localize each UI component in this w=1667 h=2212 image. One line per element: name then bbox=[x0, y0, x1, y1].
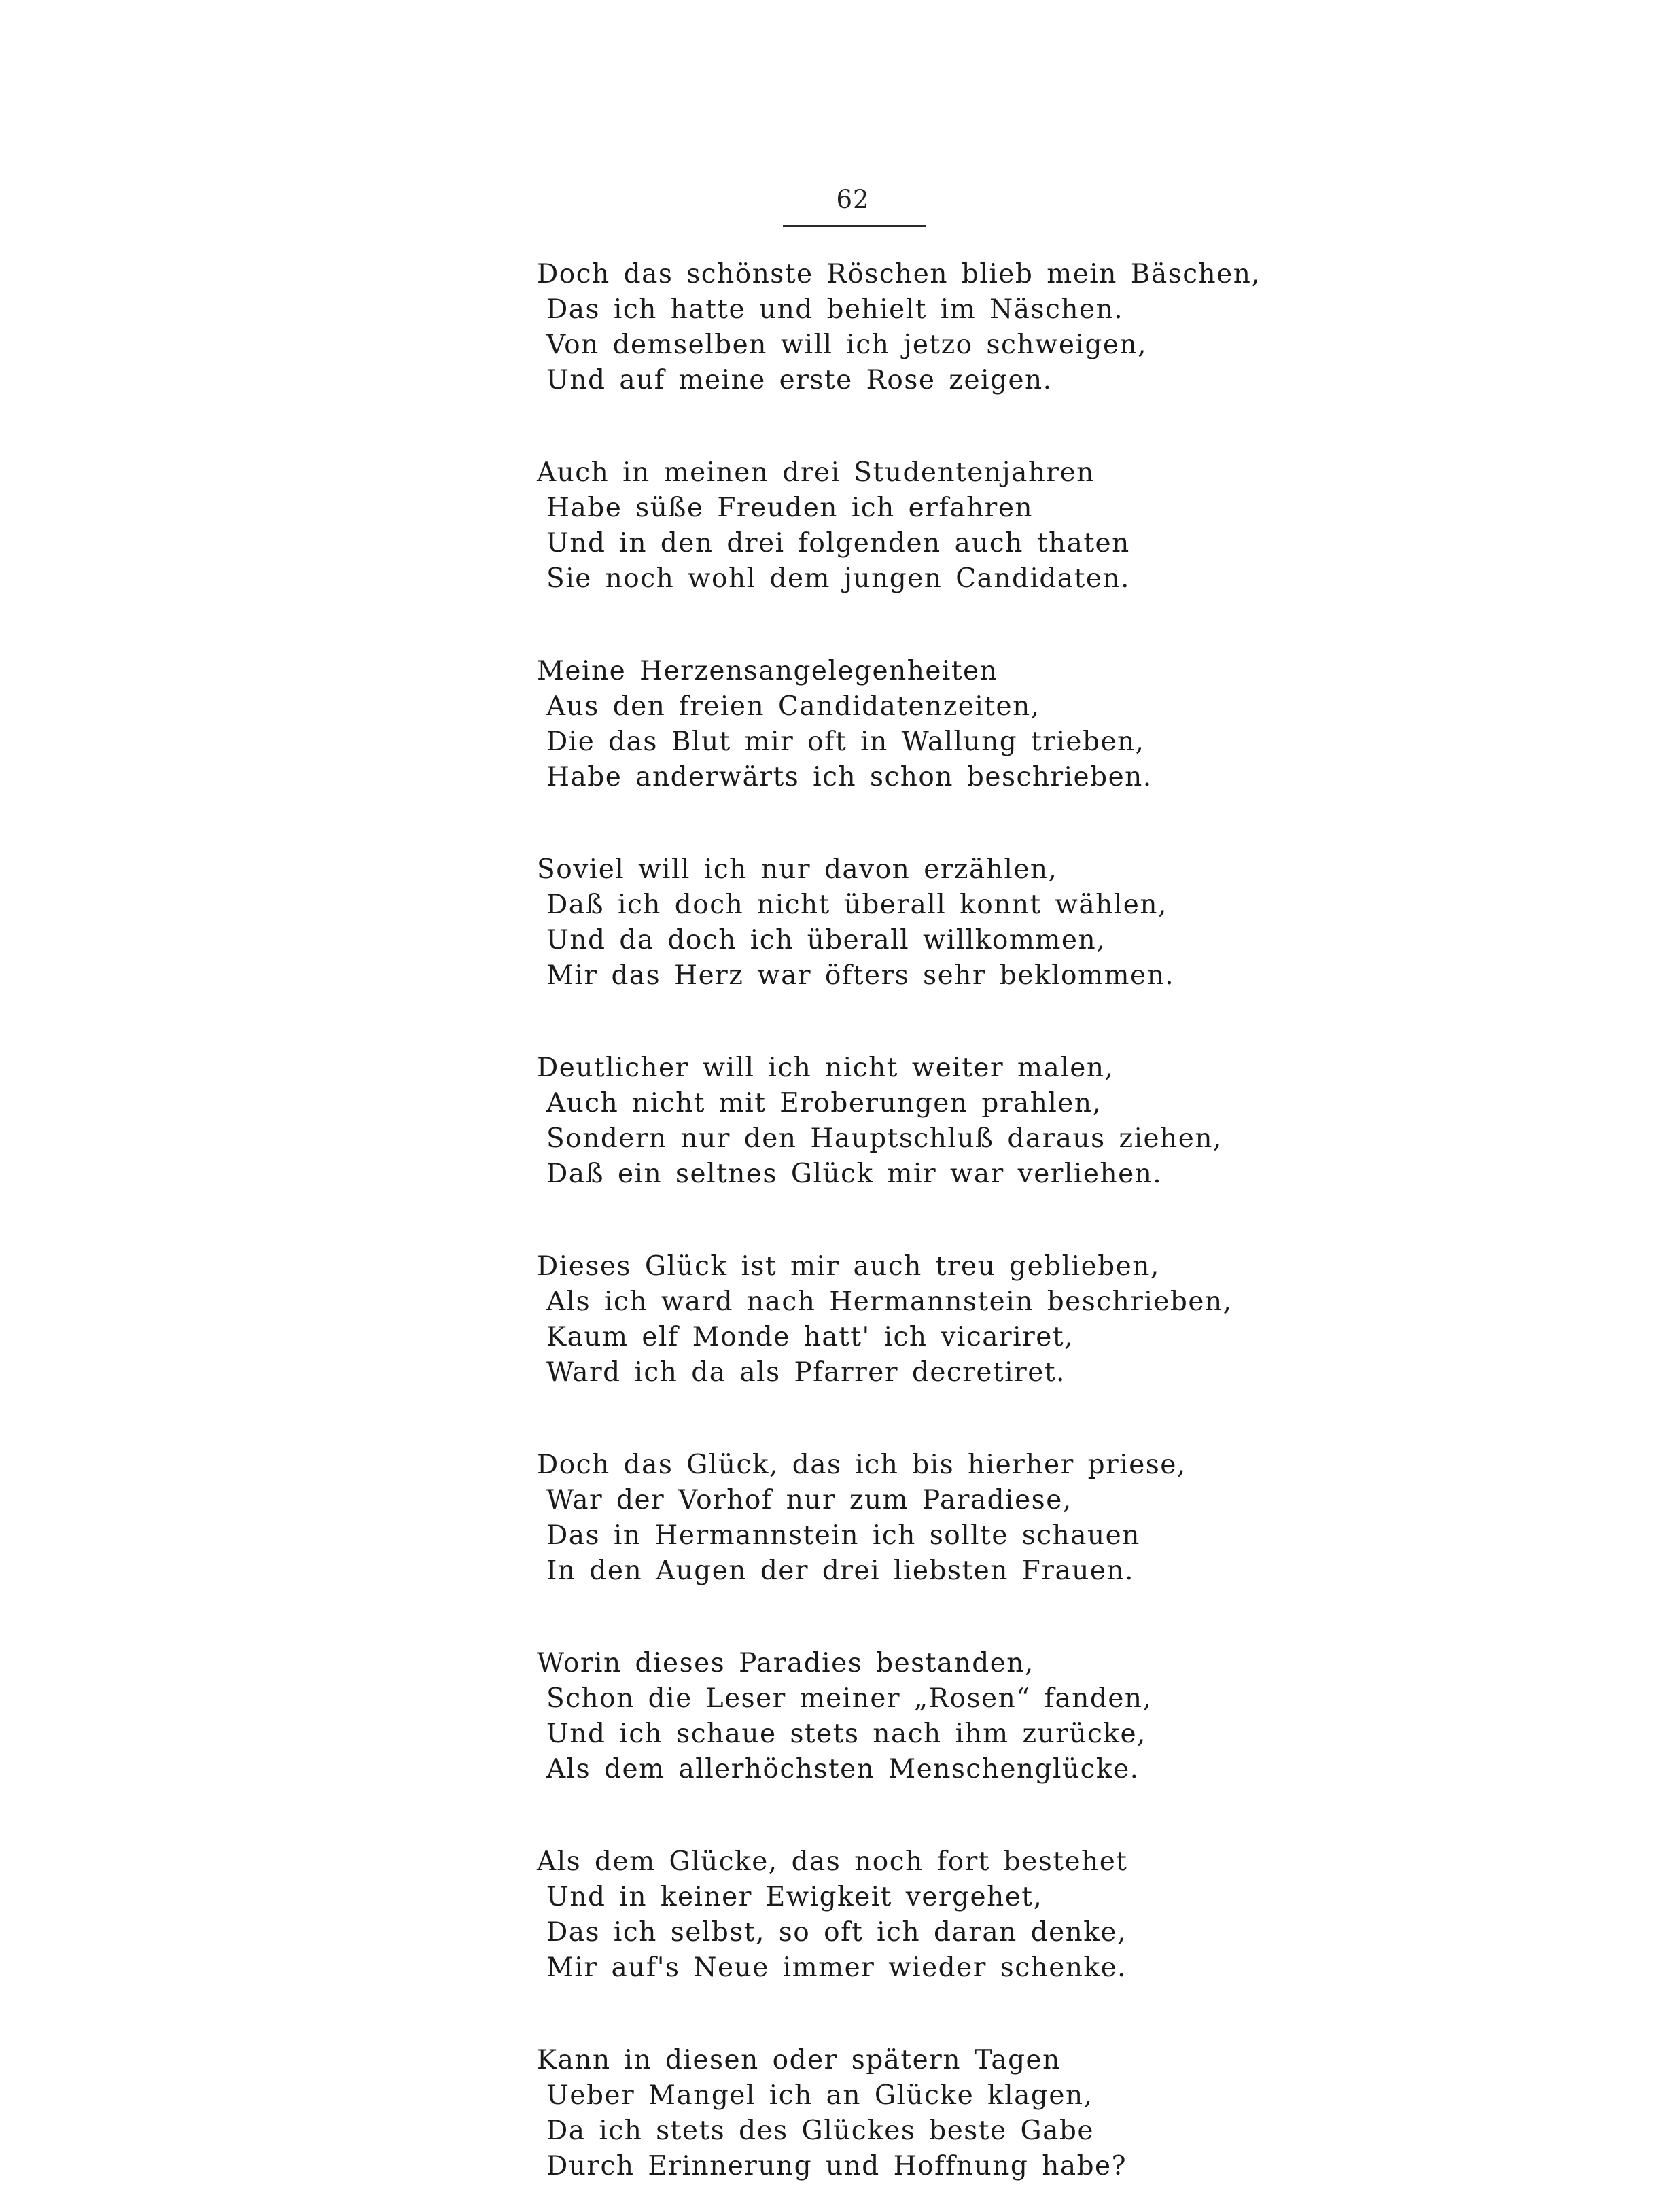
poem-line: Deutlicher will ich nicht weiter malen, bbox=[537, 1053, 1115, 1083]
poem-line: Mir das Herz war öfters sehr beklommen. bbox=[546, 960, 1175, 991]
stanza-10 bbox=[537, 2043, 1556, 2184]
poem-line: Meine Herzensangelegenheiten bbox=[537, 656, 998, 686]
poem-line: Sondern nur den Hauptschluß daraus ziehen, bbox=[546, 1123, 1223, 1154]
stanza-7 bbox=[537, 1447, 1556, 1589]
poem-line: Aus den freien Candidatenzeiten, bbox=[546, 691, 1040, 722]
poem-line: Doch das schönste Röschen blieb mein Bäschen, bbox=[537, 259, 1261, 289]
poem-line: Und in den drei folgenden auch thaten bbox=[546, 528, 1130, 559]
poem bbox=[537, 257, 1556, 2184]
poem-line: Soviel will ich nur davon erzählen, bbox=[537, 854, 1058, 885]
poem-line: Daß ich doch nicht überall konnt wählen, bbox=[546, 890, 1168, 920]
poem-line: Und in keiner Ewigkeit vergehet, bbox=[546, 1882, 1043, 1912]
poem-line: Habe süße Freuden ich erfahren bbox=[546, 493, 1034, 523]
poem-line: Worin dieses Paradies bestanden, bbox=[537, 1648, 1034, 1679]
stanza-6 bbox=[537, 1249, 1556, 1390]
poem-line: Als ich ward nach Hermannstein beschrieben, bbox=[546, 1286, 1233, 1317]
poem-line: Und ich schaue stets nach ihm zurücke, bbox=[546, 1719, 1146, 1749]
poem-line: Ward ich da als Pfarrer decretiret. bbox=[546, 1357, 1066, 1388]
poem-line: In den Augen der drei liebsten Frauen. bbox=[546, 1556, 1134, 1586]
poem-line: Auch nicht mit Eroberungen prahlen, bbox=[546, 1088, 1102, 1119]
stanza-9 bbox=[537, 1844, 1556, 1986]
poem-line: Auch in meinen drei Studentenjahren bbox=[537, 457, 1095, 488]
poem-line: Kaum elf Monde hatt' ich vicariret, bbox=[546, 1322, 1074, 1352]
page-number-rule bbox=[783, 225, 926, 227]
stanza-4 bbox=[537, 852, 1556, 994]
poem-line: Die das Blut mir oft in Wallung trieben, bbox=[546, 726, 1145, 757]
poem-line: Doch das Glück, das ich bis hierher priese, bbox=[537, 1450, 1187, 1480]
poem-line: Habe anderwärts ich schon beschrieben. bbox=[546, 762, 1153, 792]
page-number: 62 bbox=[836, 185, 870, 214]
poem-line: Schon die Leser meiner „Rosen“ fanden, bbox=[546, 1683, 1153, 1714]
stanza-1 bbox=[537, 257, 1556, 398]
poem-line: Das in Hermannstein ich sollte schauen bbox=[546, 1520, 1140, 1551]
poem-line: Ueber Mangel ich an Glücke klagen, bbox=[546, 2080, 1093, 2111]
poem-line: Das ich selbst, so oft ich daran denke, bbox=[546, 1917, 1127, 1948]
poem-line: Dieses Glück ist mir auch treu geblieben, bbox=[537, 1251, 1160, 1282]
poem-line: Mir auf's Neue immer wieder schenke. bbox=[546, 1952, 1127, 1983]
poem-line: Als dem allerhöchsten Menschenglücke. bbox=[546, 1754, 1140, 1785]
poem-line: Und da doch ich überall willkommen, bbox=[546, 925, 1106, 955]
poem-line: Und auf meine erste Rose zeigen. bbox=[546, 365, 1053, 396]
stanza-3 bbox=[537, 654, 1556, 795]
poem-line: Das ich hatte und behielt im Näschen. bbox=[546, 294, 1124, 325]
poem-line: Von demselben will ich jetzo schweigen, bbox=[546, 330, 1148, 360]
poem-line: War der Vorhof nur zum Paradiese, bbox=[546, 1485, 1072, 1515]
poem-line: Daß ein seltnes Glück mir war verliehen. bbox=[546, 1159, 1163, 1189]
stanza-8 bbox=[537, 1646, 1556, 1787]
poem-line: Kann in diesen oder spätern Tagen bbox=[537, 2045, 1061, 2075]
poem-line: Als dem Glücke, das noch fort bestehet bbox=[537, 1846, 1128, 1877]
poem-line: Sie noch wohl dem jungen Candidaten. bbox=[546, 563, 1130, 594]
stanza-2 bbox=[537, 455, 1556, 597]
stanza-5 bbox=[537, 1051, 1556, 1192]
poem-line: Da ich stets des Glückes beste Gabe bbox=[546, 2116, 1094, 2146]
poem-line: Durch Erinnerung und Hoffnung habe? bbox=[546, 2151, 1127, 2181]
